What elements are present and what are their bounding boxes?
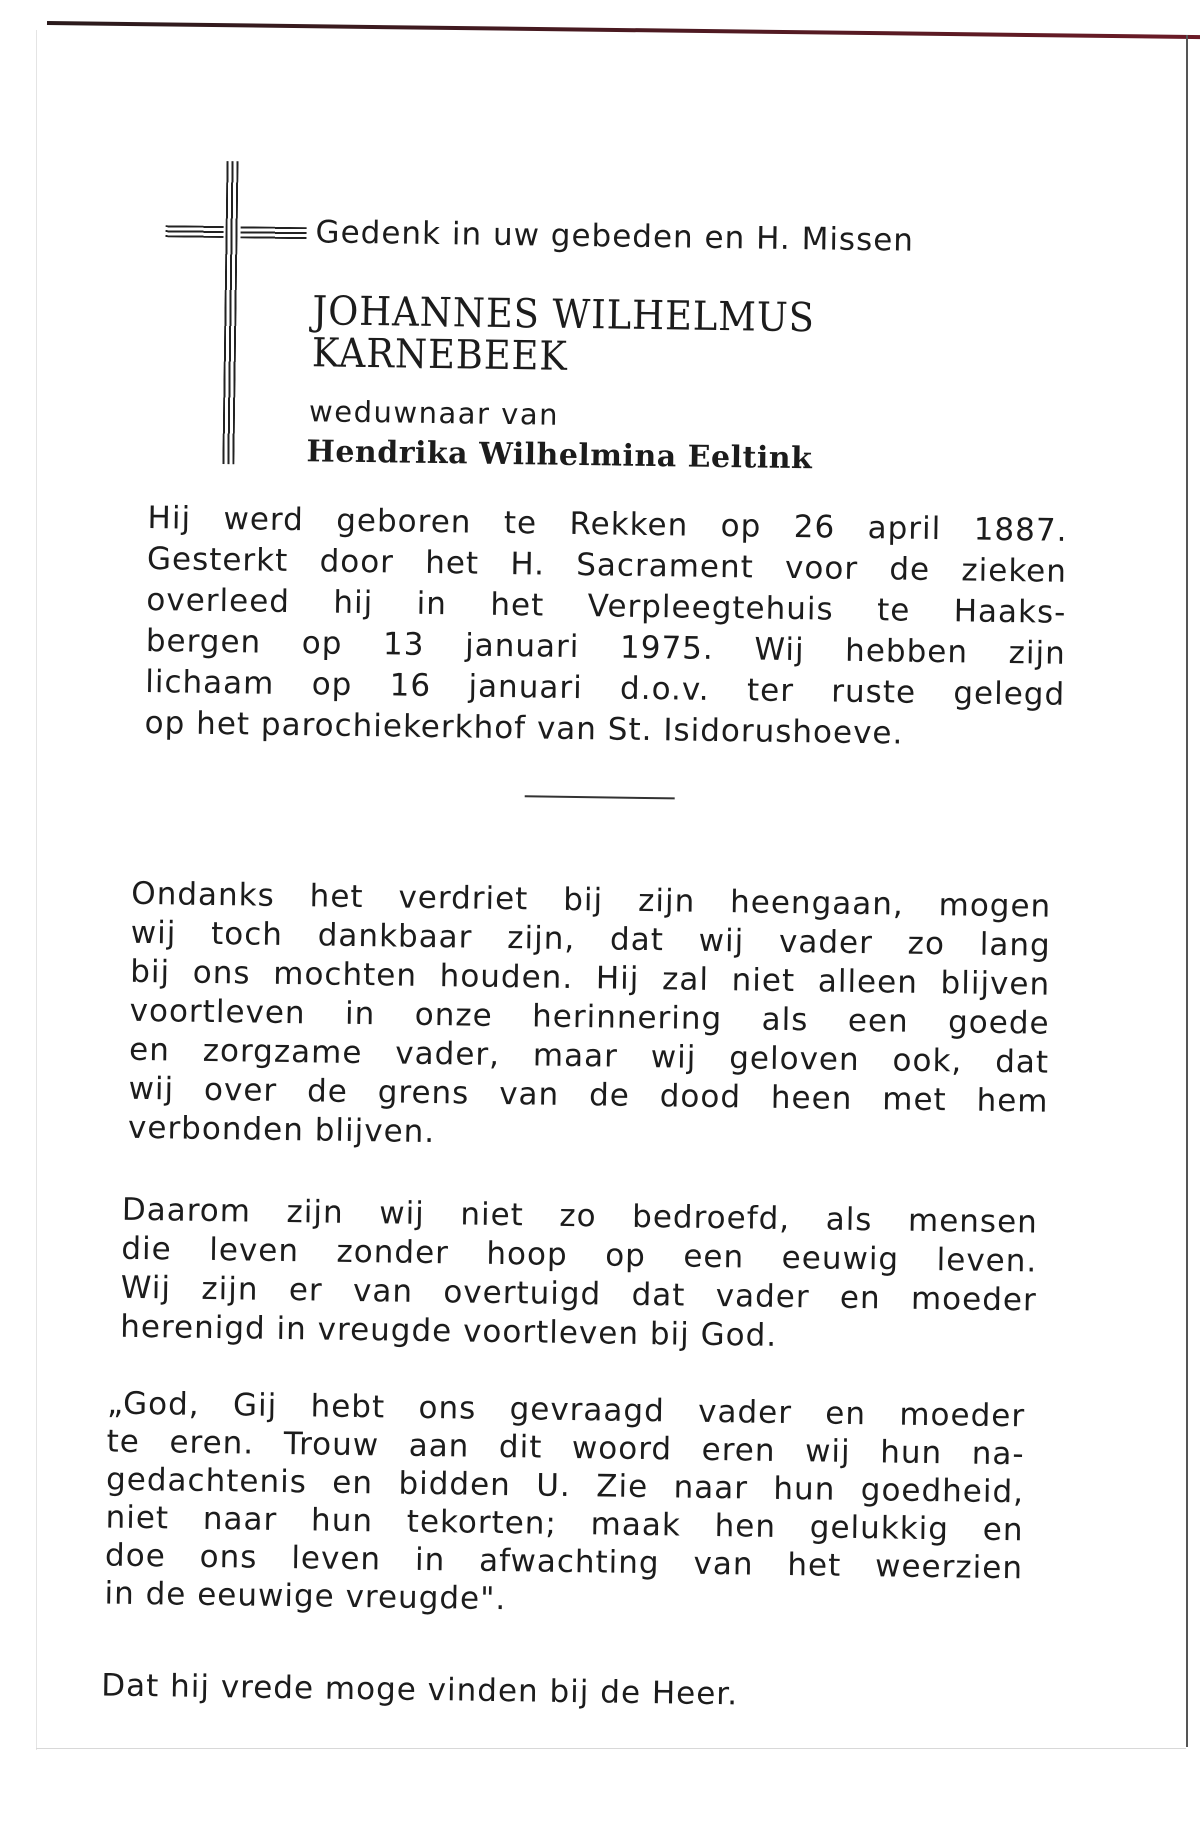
paragraph-3-line: die leven zonder hoop op een eeuwig leven. — [121, 1230, 1038, 1280]
paragraph-2-line: wij toch dankbaar zijn, dat wij vader zo lang — [130, 914, 1051, 964]
paragraph-2-line: bij ons mochten houden. Hij zal niet alleen blijven — [129, 953, 1051, 1003]
paragraph-2-line: wij over de grens van de dood heen met hem — [128, 1070, 1049, 1120]
deceased-name-line1: JOHANNES WILHELMUS — [312, 288, 816, 342]
divider — [525, 795, 675, 799]
paragraph-1-line: bergen op 13 januari 1975. Wij hebben zijn — [145, 622, 1067, 672]
paragraph-1-line: Gesterkt door het H. Sacrament voor de zieken — [146, 540, 1068, 590]
paragraph-3-line: Wij zijn er van overtuigd dat vader en moeder — [120, 1269, 1037, 1319]
paragraph-3-line: herenigd in vreugde voortleven bij God. — [120, 1308, 778, 1354]
paragraph-2-line: verbonden blijven. — [127, 1109, 436, 1151]
paragraph-4-line: niet naar hun tekorten; maak hen gelukkig en — [105, 1499, 1024, 1549]
spouse-name: Hendrika Wilhelmina Eeltink — [306, 434, 813, 477]
paragraph-1-line: overleed hij in het Verpleegtehuis te Haaks- — [146, 581, 1067, 631]
cross-icon-arm-right — [240, 226, 306, 239]
intro-text: Gedenk in uw gebeden en H. Missen — [315, 214, 915, 259]
paragraph-2-line: Ondanks het verdriet bij zijn heengaan, mogen — [131, 875, 1052, 925]
paragraph-1-line: op het parochiekerkhof van St. Isidorushoeve. — [144, 704, 904, 752]
cross-icon-vertical — [222, 161, 238, 464]
deceased-name-line2: KARNEBEEK — [311, 330, 569, 380]
cross-icon-arm-left — [165, 225, 223, 238]
paragraph-5-line: Dat hij vrede moge vinden bij de Heer. — [101, 1667, 739, 1713]
paragraph-2-line: en zorgzame vader, maar wij geloven ook, dat — [128, 1031, 1050, 1081]
paragraph-4-line: doe ons leven in afwachting van het weerzien — [104, 1537, 1024, 1587]
paragraph-4-line: „God, Gij hebt ons gevraagd vader en moeder — [106, 1385, 1026, 1435]
paragraph-1-line: lichaam op 16 januari d.o.v. ter ruste gelegd — [145, 663, 1066, 713]
paragraph-2-line: voortleven in onze herinnering als een goede — [129, 992, 1050, 1042]
paragraph-4-line: te eren. Trouw aan dit woord eren wij hun na- — [106, 1423, 1025, 1473]
paragraph-3-line: Daarom zijn wij niet zo bedroefd, als mensen — [121, 1191, 1039, 1241]
paragraph-4-line: gedachtenis en bidden U. Zie naar hun goedheid, — [105, 1461, 1025, 1511]
paragraph-4-line: in de eeuwige vreugde". — [104, 1575, 507, 1618]
paragraph-1-line: Hij werd geboren te Rekken op 26 april 1887. — [147, 499, 1068, 549]
relation-text: weduwnaar van — [308, 394, 560, 432]
